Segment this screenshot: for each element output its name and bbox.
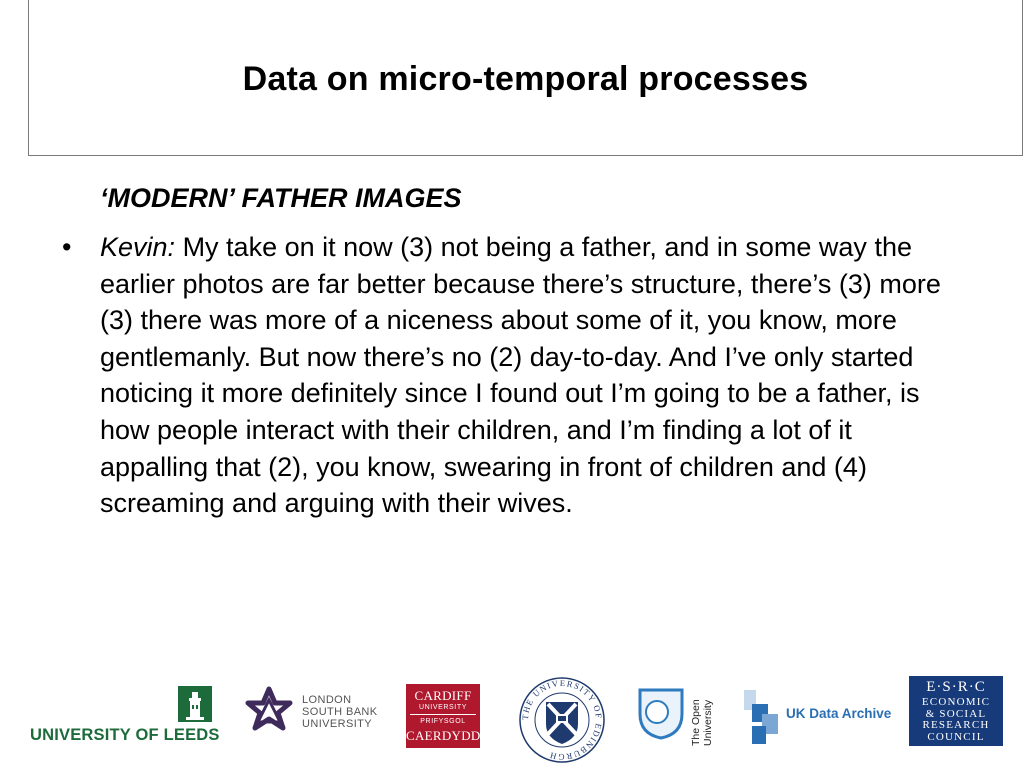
quote-body [100, 229, 962, 522]
open-university-line-1: The Open [690, 699, 702, 746]
open-university-line-2: University [702, 699, 714, 746]
uk-data-archive-logo [742, 690, 902, 746]
lsbu-line-3: UNIVERSITY [302, 718, 373, 730]
esrc-logo [909, 676, 1003, 746]
quote-speaker: Kevin: [100, 232, 176, 262]
edinburgh-logo [518, 676, 606, 764]
esrc-line-4: COUNCIL [927, 730, 985, 743]
cardiff-line-2: UNIVERSITY [418, 704, 467, 711]
quote-text: My take on it now (3) not being a father, and in some way the earlier photos are far better because there’s structure, there’s (3) more (3) there was more of a niceness about some of it, you know, more gentlemanly. But now there’s no (2) day-to-day. And I’ve only started noticing it more definitely since I found out I’m going to be a father, is how people interact with their children, and I’m finding a lot of it appalling that (2), you know, swearing in front of children and (4) screaming and arguing with their wives. [100, 232, 941, 519]
leeds-crest-icon [178, 686, 212, 722]
esrc-acronym: E·S·R·C [926, 679, 986, 695]
edinburgh-seal-icon [518, 676, 606, 764]
cardiff-line-3: PRIFYSGOL [420, 718, 466, 725]
uk-data-archive-wordmark: UK Data Archive [786, 706, 892, 721]
title-box [28, 0, 1023, 156]
edinburgh-seal-text: THE UNIVERSITY OF EDINBURGH [519, 677, 605, 763]
slide-title: Data on micro-temporal processes [242, 60, 809, 98]
lsbu-logo [242, 686, 392, 742]
cardiff-logo [406, 684, 480, 748]
partner-logos [0, 676, 1024, 768]
quote-bullet [62, 229, 962, 522]
leeds-logo [30, 686, 220, 748]
leeds-wordmark: UNIVERSITY OF LEEDS [30, 726, 220, 744]
uk-data-archive-blocks-icon [742, 690, 782, 746]
bullet-marker: • [62, 232, 72, 262]
cardiff-line-1: CARDIFF [414, 688, 472, 703]
esrc-line-2: & SOCIAL [925, 707, 987, 720]
lsbu-line-2: SOUTH BANK [302, 706, 378, 718]
lsbu-line-1: LONDON [302, 694, 352, 706]
open-university-logo [638, 688, 728, 752]
esrc-line-1: ECONOMIC [921, 696, 991, 708]
cardiff-line-4: CAERDYDD [406, 728, 481, 743]
lsbu-star-icon [242, 686, 296, 740]
section-subheading: ‘MODERN’ FATHER IMAGES [100, 183, 462, 213]
open-university-shield-icon [638, 688, 684, 740]
esrc-line-3: RESEARCH [922, 719, 990, 731]
